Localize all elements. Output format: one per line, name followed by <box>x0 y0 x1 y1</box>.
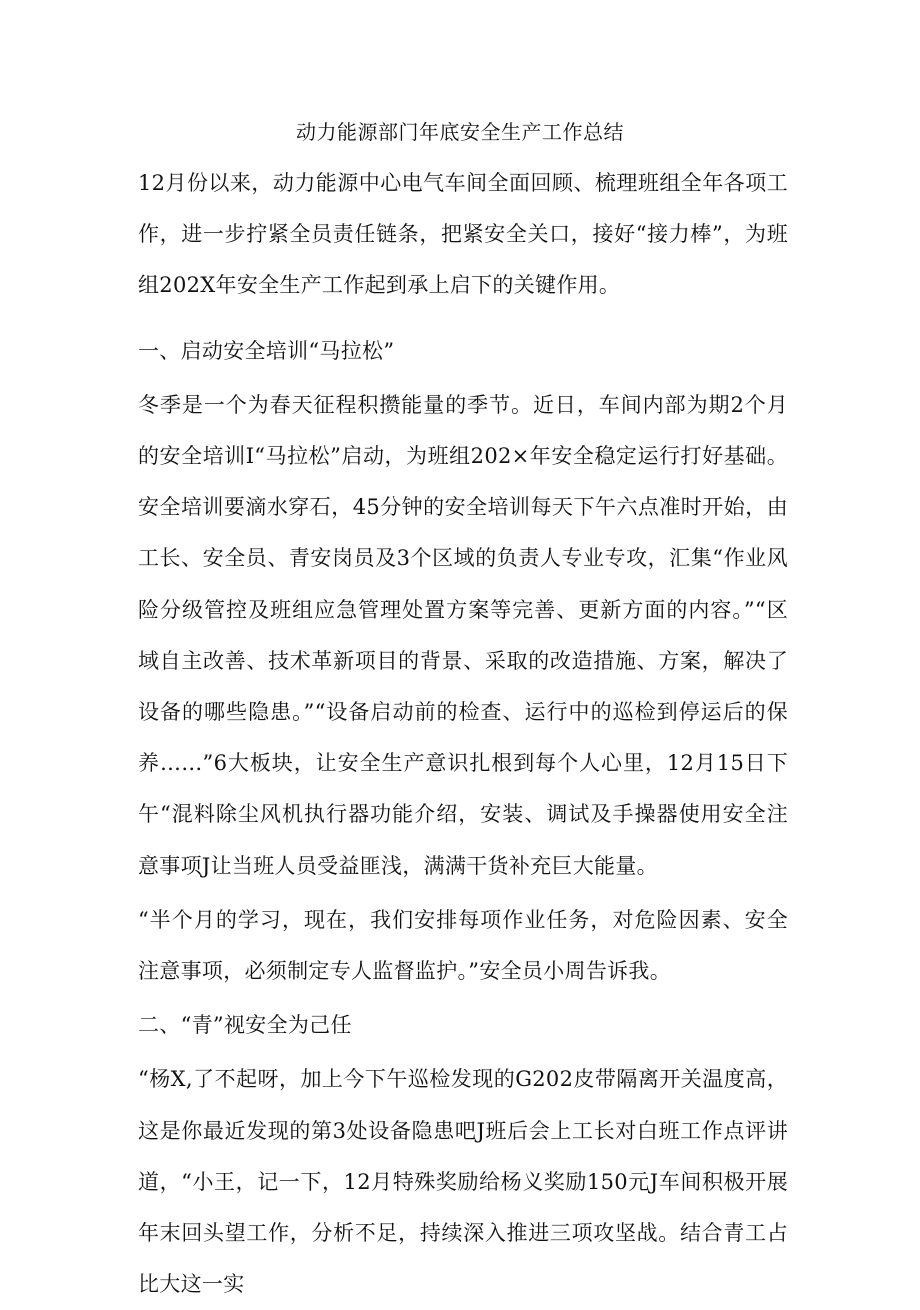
document-title: 动力能源部门年底安全生产工作总结 <box>296 120 624 144</box>
paragraph-youth-safety: “杨X,了不起呀，加上今下午巡检发现的G202皮带隔离开关温度高，这是你最近发现的第3处设备隐患吧J班后会上工长对白班工作点评讲道，“小王，记一下，12月特殊奖励给杨义奖励150元J车间积极开展年末回头望工作，分析不足，持续深入推进三项攻坚战。结合青工占比大这一实 <box>138 1067 788 1297</box>
section-heading-1: 一、启动安全培训“马拉松” <box>138 338 395 363</box>
paragraph-intro: 12月份以来，动力能源中心电气车间全面回顾、梳理班组全年各项工作，进一步拧紧全员责任链条，把紧安全关口，接好“接力棒”，为班组202X年安全生产工作起到承上启下的关键作用。 <box>138 171 788 298</box>
section-heading-2: 二、“青”视安全为己任 <box>138 1013 352 1038</box>
document-body <box>138 158 788 1310</box>
paragraph-quote: “半个月的学习，现在，我们安排每项作业任务，对危险因素、安全注意事项，必须制定专人监督监护。”安全员小周告诉我。 <box>138 907 788 984</box>
paragraph-training: 冬季是一个为春天征程积攒能量的季节。近日，车间内部为期2个月的安全培训I“马拉松”启动，为班组202×年安全稳定运行打好基础。安全培训要滴水穿石，45分钟的安全培训每天下午六点准时开始，由工长、安全员、青安岗员及3个区域的负责人专业专攻，汇集“作业风险分级管控及班组应急管理处置方案等完善、更新方面的内容。”“区域自主改善、技术革新项目的背景、采取的改造措施、方案，解决了设备的哪些隐患。”“设备启动前的检查、运行中的巡检到停运后的保养……”6大板块，让安全生产意识扎根到每个人心里，12月15日下午“混料除尘风机执行器功能介绍，安装、调试及手操器使用安全注意事项J让当班人员受益匪浅，满满干货补充巨大能量。 <box>138 392 788 878</box>
